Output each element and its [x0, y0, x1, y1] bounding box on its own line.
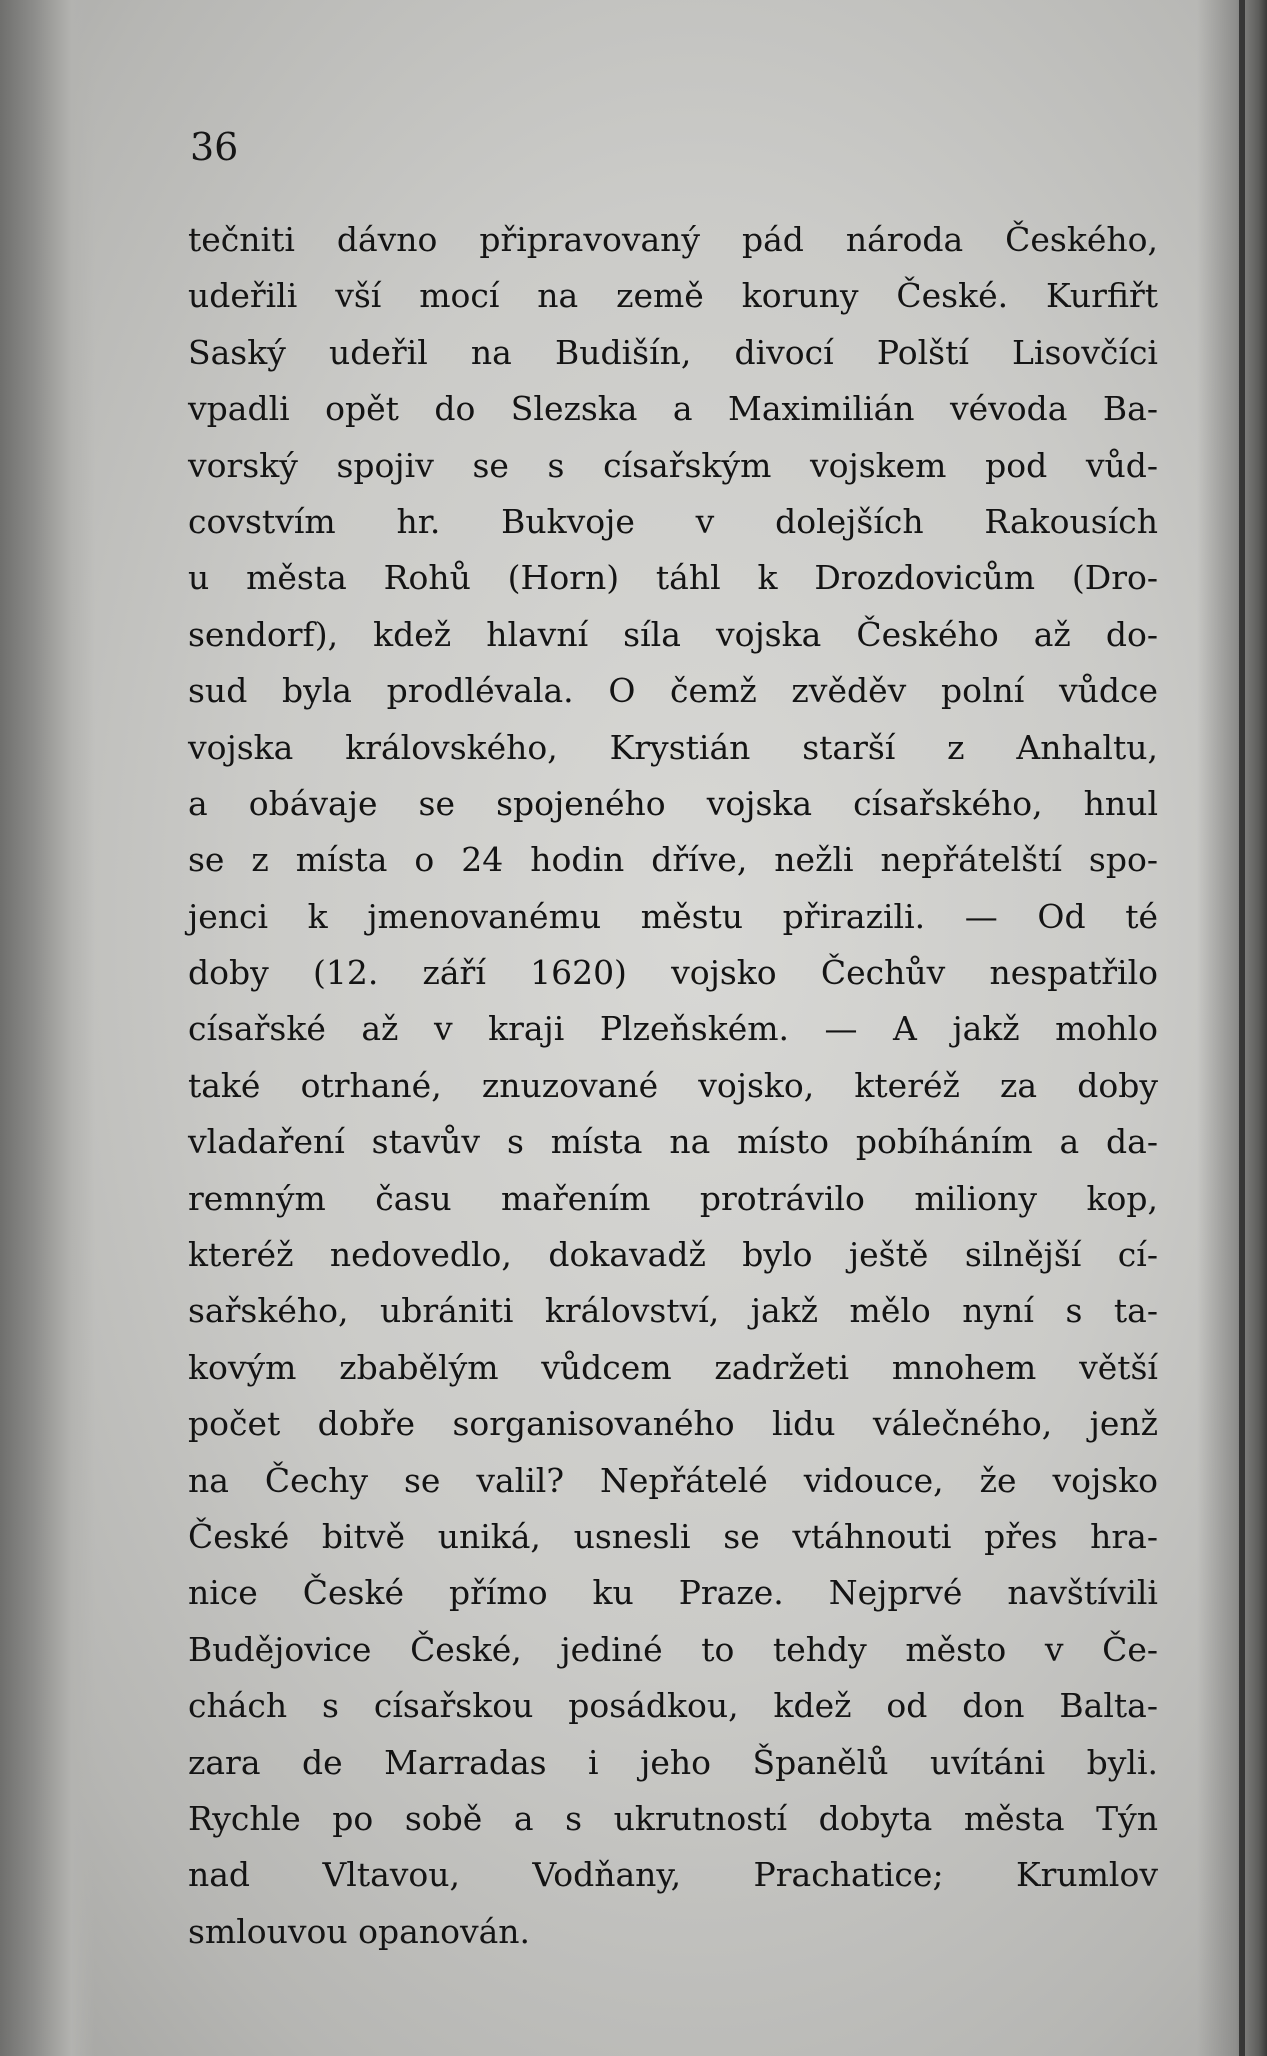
text-line: nad Vltavou, Vodňany, Prachatice; Krumlov	[188, 1855, 1158, 1895]
text-line: sendorf), kdež hlavní síla vojska Českého až do-	[188, 614, 1158, 654]
text-line: udeřili vší mocí na země koruny České. Kurfiřt	[188, 276, 1158, 316]
text-line: jenci k jmenovanému městu přirazili. — Od té	[188, 896, 1158, 936]
text-line: vladaření stavův s místa na místo pobíháním a da-	[188, 1122, 1158, 1162]
text-line: zara de Marradas i jeho Španělů uvítáni byli.	[188, 1742, 1158, 1782]
text-line: a obávaje se spojeného vojska císařského, hnul	[188, 783, 1158, 823]
text-line-last: smlouvou opanován.	[188, 1911, 531, 1951]
page-left-shadow	[0, 0, 95, 2056]
text-line: císařské až v kraji Plzeňském. — A jakž mohlo	[188, 1009, 1158, 1049]
body-text	[188, 212, 1158, 1960]
text-line: České bitvě uniká, usnesli se vtáhnouti přes hra-	[188, 1516, 1158, 1556]
text-line: také otrhané, znuzované vojsko, kteréž za doby	[188, 1065, 1158, 1105]
text-line: se z místa o 24 hodin dříve, nežli nepřátelští spo-	[188, 840, 1158, 880]
text-line: Budějovice České, jediné to tehdy město v Če-	[188, 1629, 1158, 1669]
text-line: doby (12. září 1620) vojsko Čechův nespatřilo	[188, 953, 1158, 993]
text-line: vorský spojiv se s císařským vojskem pod vůd-	[188, 445, 1158, 485]
text-line: kovým zbabělým vůdcem zadržeti mnohem větší	[188, 1347, 1158, 1387]
text-line: na Čechy se valil? Nepřátelé vidouce, že vojsko	[188, 1460, 1158, 1500]
text-line: covstvím hr. Bukvoje v dolejších Rakousích	[188, 501, 1158, 541]
text-line: vpadli opět do Slezska a Maximilián vévoda Ba-	[188, 389, 1158, 429]
text-line: sud byla prodlévala. O čemž zvěděv polní vůdce	[188, 671, 1158, 711]
text-line: chách s císařskou posádkou, kdež od don Balta-	[188, 1686, 1158, 1726]
text-line: vojska královského, Krystián starší z Anhaltu,	[188, 727, 1158, 767]
text-line: Rychle po sobě a s ukrutností dobyta města Týn	[188, 1798, 1158, 1838]
text-line: počet dobře sorganisovaného lidu válečného, jenž	[188, 1404, 1158, 1444]
binding-edge-line	[1239, 0, 1245, 2056]
text-line: kteréž nedovedlo, dokavadž bylo ještě silnější cí-	[188, 1235, 1158, 1275]
text-line: sařského, ubrániti království, jakž mělo nyní s ta-	[188, 1291, 1158, 1331]
text-line: Saský udeřil na Budišín, divocí Polští Lisovčíci	[188, 332, 1158, 372]
page-right-shadow	[1197, 0, 1267, 2056]
text-line: u města Rohů (Horn) táhl k Drozdovicům (Dro-	[188, 558, 1158, 598]
text-line: remným času mařením protrávilo miliony kop,	[188, 1178, 1158, 1218]
text-line: tečniti dávno připravovaný pád národa Českého,	[188, 220, 1158, 259]
page-number: 36	[190, 125, 239, 169]
text-line: nice České přímo ku Praze. Nejprvé navštívili	[188, 1573, 1158, 1613]
